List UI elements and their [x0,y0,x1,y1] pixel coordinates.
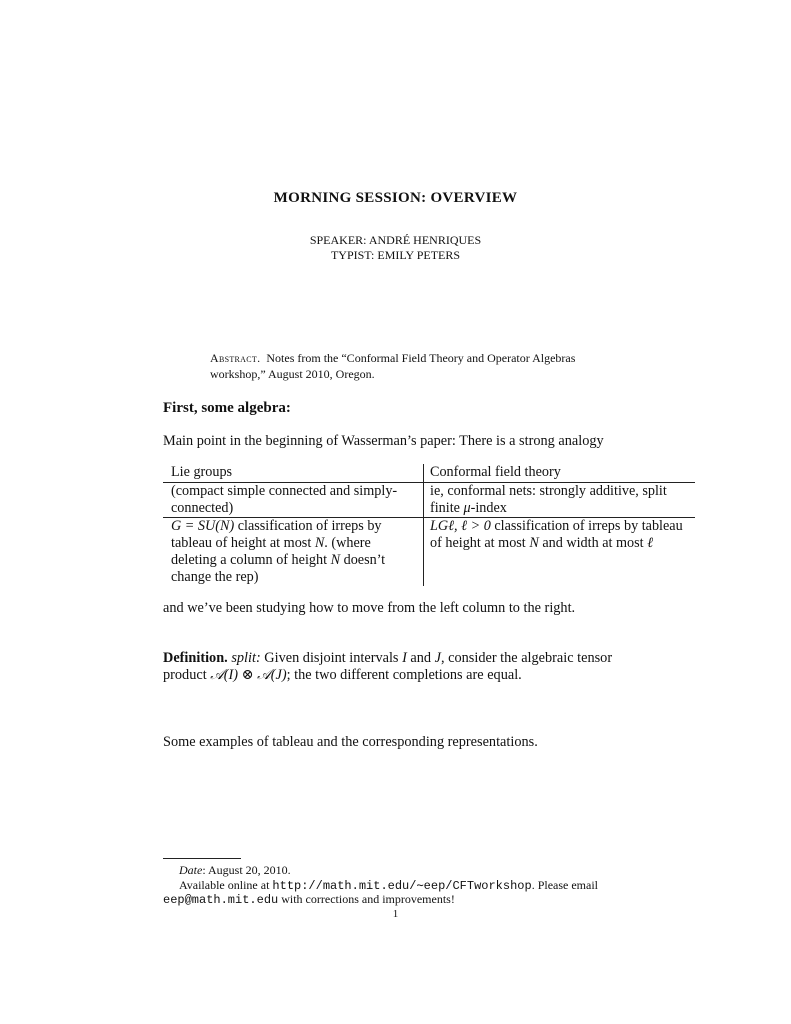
footnote-date [179,863,291,878]
section-heading: First, some algebra: [163,400,291,416]
speaker-line: SPEAKER: ANDRÉ HENRIQUES [309,233,482,247]
after-table-paragraph: and we’ve been studying how to move from the left column to the right. [163,600,576,616]
page-number: 1 [392,908,399,920]
table-cell-lg-l [424,518,696,587]
n-symbol: N [529,535,539,551]
abstract-label: Abstract. [210,351,261,365]
abstract-text: Notes from the “Conformal Field Theory and Operator Algebras workshop,” August 2010, Oregon. [210,351,576,381]
index-text: -index [470,500,507,516]
table-header-row [163,464,695,483]
table-cell-compact-groups: (compact simple connected and simply-connected) [163,483,424,518]
table-header-lie-groups: Lie groups [163,464,424,483]
examples-paragraph: Some examples of tableau and the corresponding representations. [163,734,538,750]
abstract [210,350,582,382]
date-label: Date [179,863,203,877]
paper-title: MORNING SESSION: OVERVIEW [273,190,518,206]
typist-line: TYPIST: EMILY PETERS [330,248,461,262]
definition-text-3: ; the two different completions are equal. [286,667,522,683]
definition-and: and [406,650,435,666]
su-n-text: classification of irreps by tableau of height at most [171,518,382,551]
definition-label: Definition. [163,650,228,666]
mu-symbol: μ [463,500,471,516]
email-link[interactable]: eep@math.mit.edu [163,893,279,907]
interval-j: J [434,650,441,666]
table-header-cft: Conformal field theory [430,464,561,480]
please-email-text: . Please email [531,878,598,892]
table-cell-su-n [163,518,424,587]
conformal-nets-text: ie, conformal nets: strongly additive, split finite [430,483,667,516]
footnote-email [163,892,455,908]
lg-l-math: LGℓ, ℓ > 0 [430,518,491,534]
lg-l-text-2: and width at most [538,535,648,551]
definition-text: Given disjoint intervals [260,650,403,666]
footnote-rule [163,858,241,859]
lg-l-text: classification of irreps by tableau of height at most [430,518,683,551]
comparison-table [163,464,695,586]
definition-text-2: , consider the algebraic tensor product [163,650,613,683]
n-symbol: N [330,552,341,568]
n-symbol: N [314,535,325,551]
email-suffix-text: with corrections and improvements! [278,892,455,906]
table-row [163,518,695,587]
ell-symbol: ℓ [647,535,654,551]
workshop-link[interactable]: http://math.mit.edu/∼eep/CFTworkshop [272,879,532,893]
tensor-product-math: 𝒜(I) ⊗ 𝒜(J) [210,667,287,683]
table-row [163,483,695,518]
definition-term: split: [231,650,261,666]
interval-i: I [402,650,407,666]
definition-block [163,650,633,684]
su-n-text-2: . (where deleting a column of height [171,535,371,568]
su-n-math: G = SU(N) [171,518,235,534]
su-n-text-3: doesn’t change the rep) [171,552,386,585]
available-text: Available online at [179,878,273,892]
table-cell-conformal-nets [424,483,696,518]
intro-paragraph: Main point in the beginning of Wasserman’s paper: There is a strong analogy [163,433,604,449]
date-value: : August 20, 2010. [202,863,291,877]
